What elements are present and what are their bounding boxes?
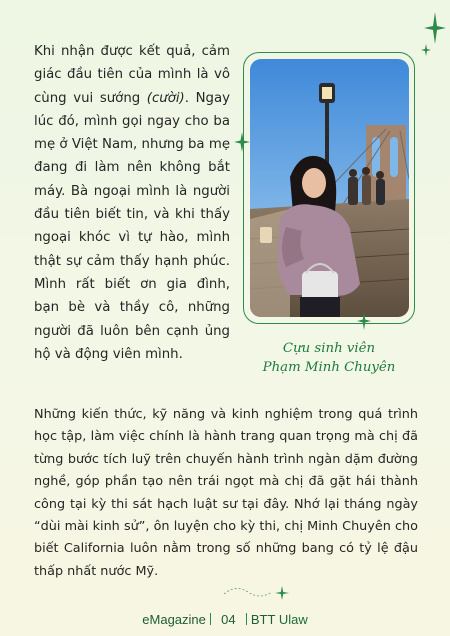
footer-brand-name: Ulaw — [278, 612, 308, 627]
paragraph-1-text-end: . Ngay lúc đó, mình gọi ngay cho ba mẹ ở Việt Nam, nhưng ba mẹ đang đi làm nên không bắt máy. Bà ngoại mình là người đầu tiên biết tin, và khi thấy ngoại khóc vì tự hào, mình thật sự cảm thấy hạnh phúc. Mình rất biết ơn gia đình, bạn bè và thầy cô, những người đã luôn bên cạnh ủng hộ và động viên mình. — [34, 90, 230, 362]
photo-caption — [243, 339, 415, 377]
footer-separator-right — [246, 613, 247, 625]
paragraph-1-text-start: Khi nhận được kết quả, cảm giác đầu tiên của mình là vô cùng vui sướng — [34, 44, 230, 106]
page-footer — [0, 612, 450, 627]
article-paragraph-2: Những kiến thức, kỹ năng và kinh nghiệm trong quá trình học tập, làm việc chính là hành trang quan trọng mà chị đã từng bước tích luỹ trên chuyến hành trình ngàn dặm đường nghề, góp phần tạo nên trái ngọt mà chị đã gặt hái thành công tại kỳ thi sát hạch luật sư tại đây. Nhớ lại tháng ngày “dùi mài kinh sử”, ôn luyện cho kỳ thi, chị Minh Chuyên cho biết California luôn nằm trong số những bang có tỷ lệ đậu thấp nhất nước Mỹ. — [34, 407, 418, 579]
article-paragraph-1 — [34, 40, 230, 366]
footer-magazine-label: eMagazine — [142, 612, 206, 627]
footer-separator-left — [210, 613, 211, 625]
paragraph-1-italic-note: (cười) — [146, 90, 185, 106]
sparkle-icon-photo-bottom — [357, 312, 371, 330]
swirl-decoration-icon — [222, 582, 292, 604]
caption-name: Phạm Minh Chuyên — [262, 360, 396, 375]
footer-page-number: 04 — [221, 612, 236, 627]
footer-brand-prefix: BTT — [250, 612, 276, 627]
sparkle-icon-small-right — [421, 44, 431, 56]
sparkle-icon-top-right — [424, 12, 446, 44]
caption-role: Cựu sinh viên — [282, 341, 376, 356]
sparkle-icon-photo-left — [234, 132, 250, 152]
profile-photo — [250, 59, 409, 317]
